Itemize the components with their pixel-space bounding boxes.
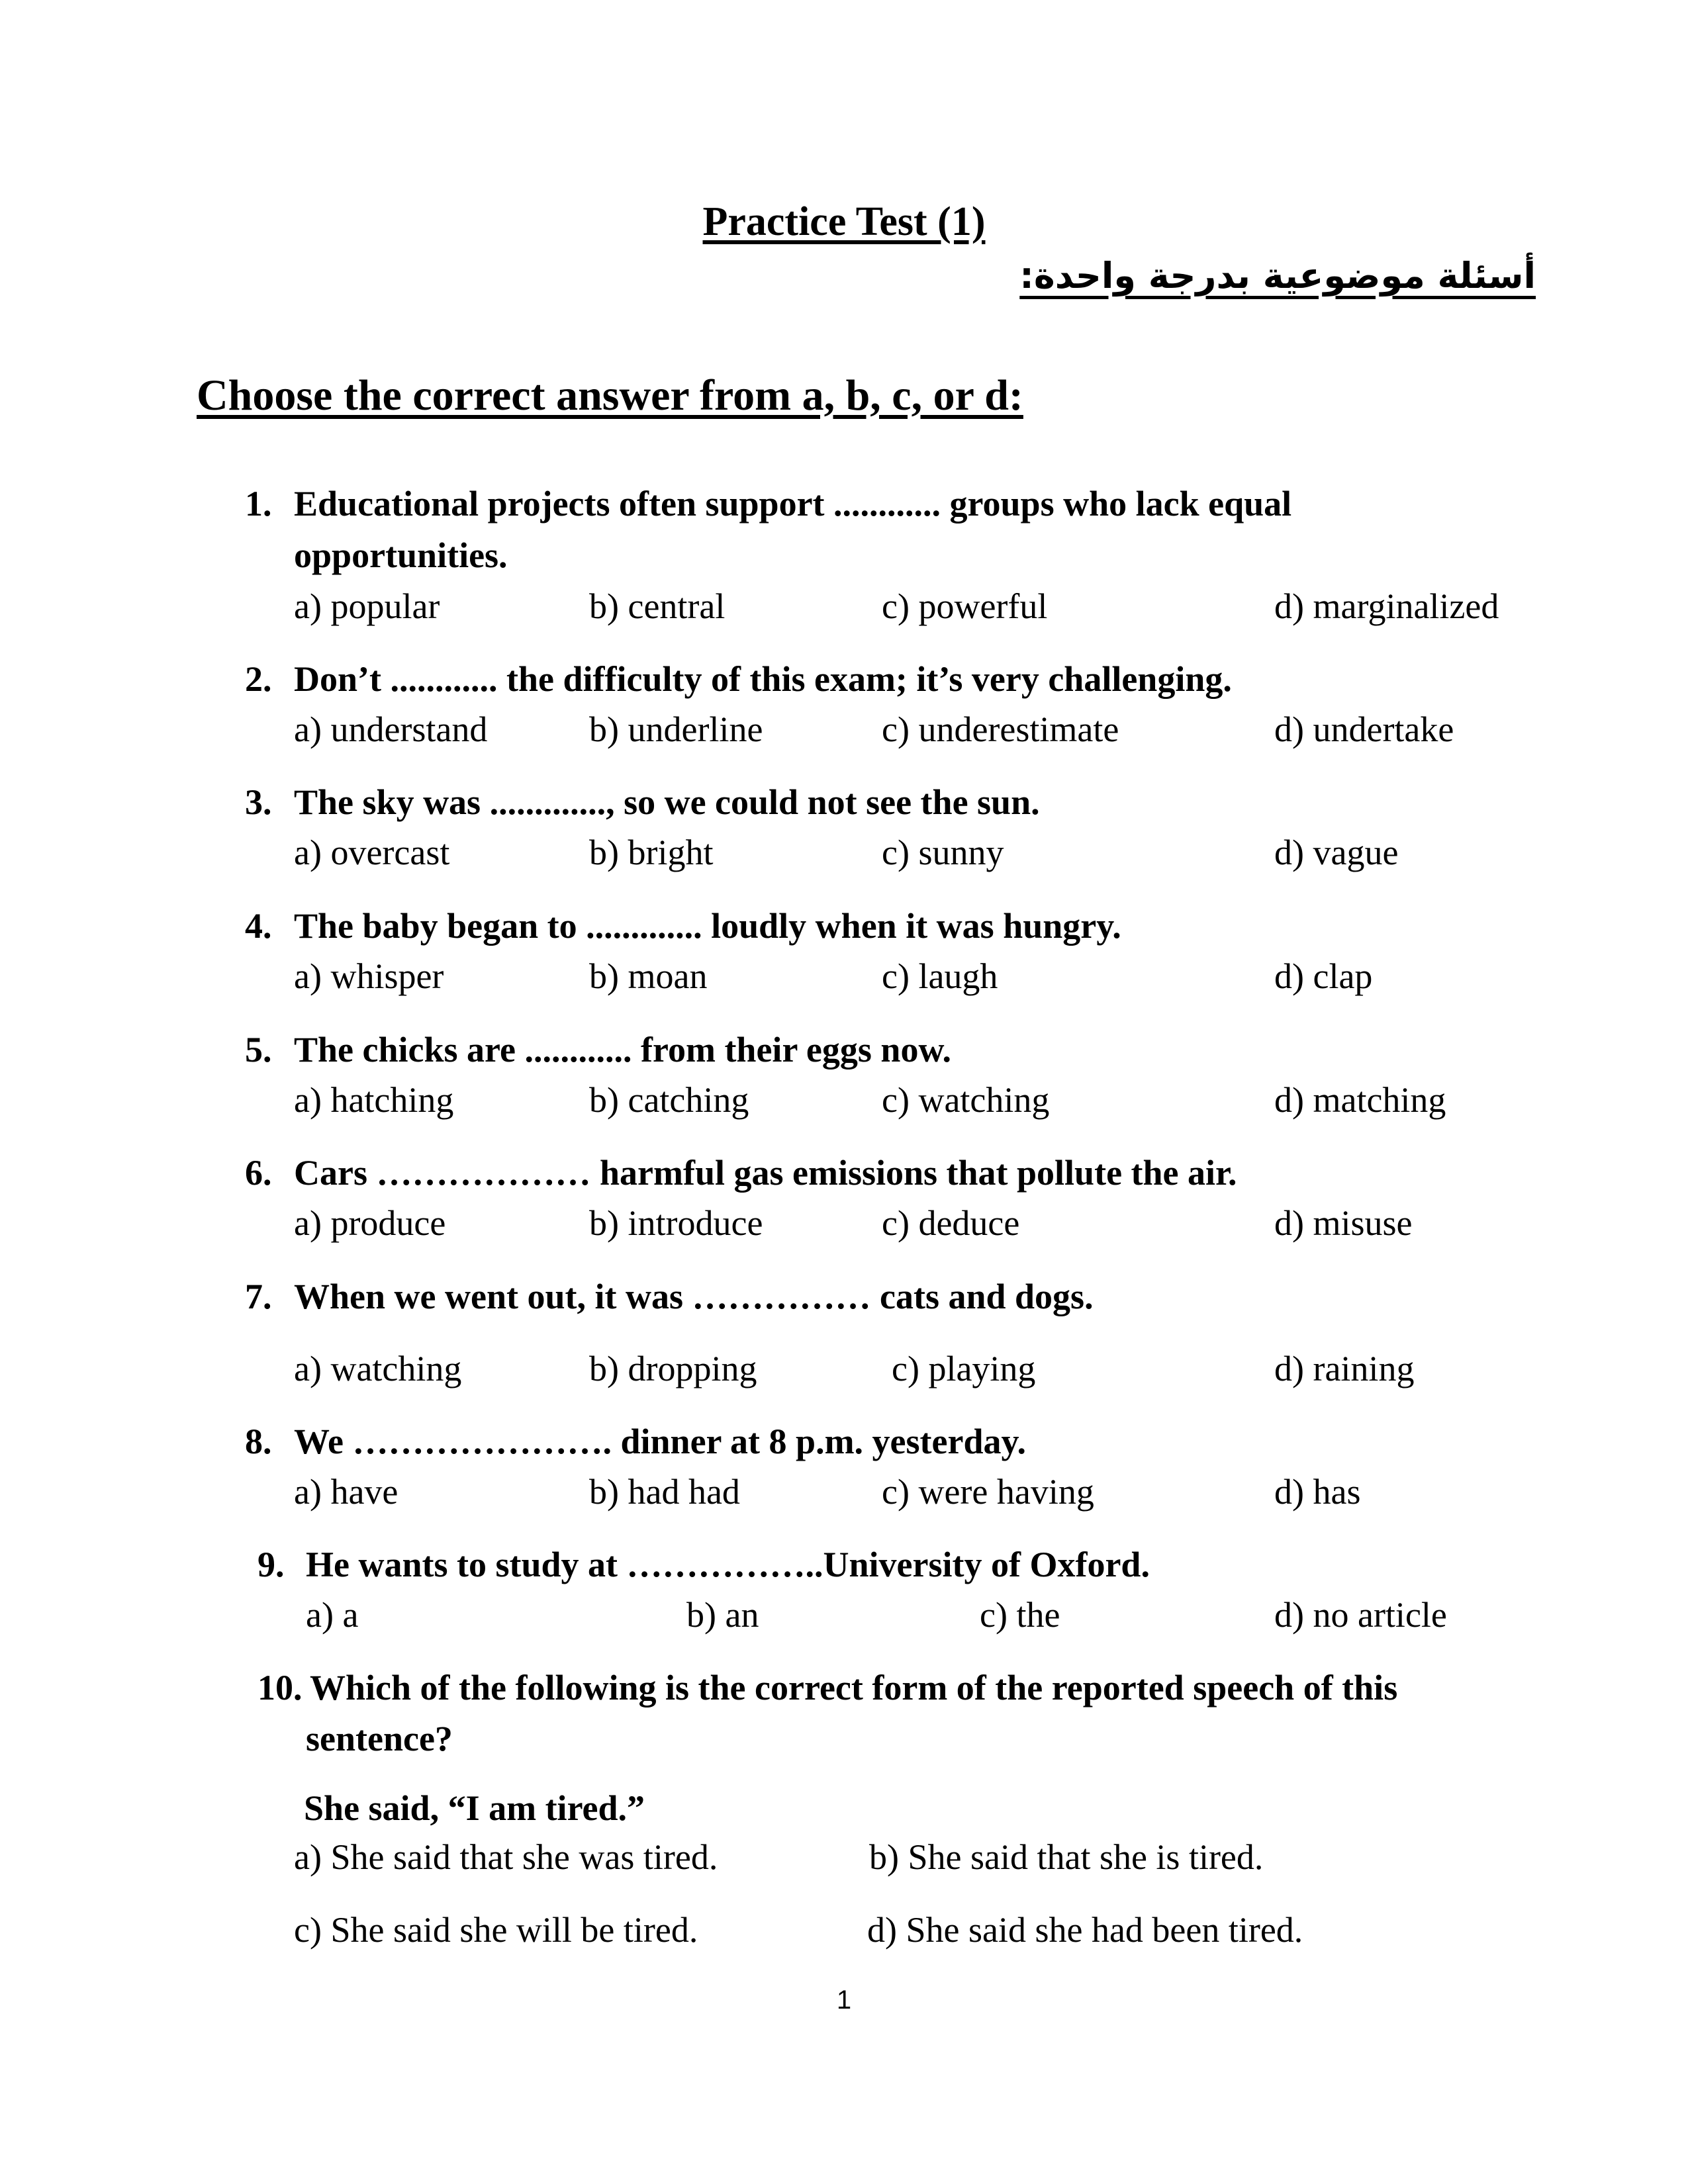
option-a[interactable]: a) a [306, 1595, 359, 1635]
option-a[interactable]: a) produce [294, 1203, 446, 1243]
option-a[interactable]: a) She said that she was tired. [294, 1837, 718, 1877]
option-c[interactable]: c) playing [892, 1349, 1036, 1388]
option-c[interactable]: c) the [980, 1595, 1060, 1635]
option-a[interactable]: a) hatching [294, 1080, 454, 1120]
option-c[interactable]: c) powerful [882, 586, 1048, 626]
option-b[interactable]: b) She said that she is tired. [869, 1837, 1264, 1877]
option-a[interactable]: a) whisper [294, 956, 444, 996]
option-c[interactable]: c) She said she will be tired. [294, 1910, 698, 1950]
question-number: 10. [258, 1668, 303, 1707]
question-number: 9. [258, 1545, 285, 1584]
option-c[interactable]: c) deduce [882, 1203, 1020, 1243]
option-b[interactable]: b) central [589, 586, 726, 626]
question-text: Educational projects often support ............ groups who lack equal [294, 484, 1292, 523]
option-d[interactable]: d) undertake [1274, 709, 1454, 749]
option-d[interactable]: d) raining [1274, 1349, 1415, 1388]
question-text: Don’t ............ the difficulty of this exam; it’s very challenging. [294, 659, 1232, 699]
arabic-heading: أسئلة موضوعية بدرجة واحدة: [1019, 255, 1536, 296]
option-b[interactable]: b) bright [589, 833, 714, 872]
question-text-continued: sentence? [306, 1719, 453, 1758]
option-a[interactable]: a) popular [294, 586, 440, 626]
option-c[interactable]: c) sunny [882, 833, 1004, 872]
question-number: 6. [245, 1153, 272, 1193]
option-d[interactable]: d) clap [1274, 956, 1373, 996]
question-text: The chicks are ............ from their eggs now. [294, 1030, 951, 1069]
option-c[interactable]: c) watching [882, 1080, 1050, 1120]
option-d[interactable]: d) has [1274, 1472, 1361, 1512]
option-a[interactable]: a) understand [294, 709, 488, 749]
question-text: The baby began to ............. loudly when it was hungry. [294, 906, 1121, 946]
option-d[interactable]: d) She said she had been tired. [867, 1910, 1303, 1950]
question-number: 3. [245, 782, 272, 822]
question-text: We …………………. dinner at 8 p.m. yesterday. [294, 1422, 1026, 1461]
option-b[interactable]: b) moan [589, 956, 708, 996]
option-d[interactable]: d) no article [1274, 1595, 1447, 1635]
option-b[interactable]: b) introduce [589, 1203, 763, 1243]
question-number: 5. [245, 1030, 272, 1069]
question-text: The sky was ............., so we could not see the sun. [294, 782, 1040, 822]
option-a[interactable]: a) have [294, 1472, 399, 1512]
option-b[interactable]: b) underline [589, 709, 763, 749]
question-text-continued: opportunities. [294, 535, 508, 575]
question-text: When we went out, it was …………… cats and dogs. [294, 1277, 1094, 1316]
option-b[interactable]: b) an [686, 1595, 759, 1635]
option-a[interactable]: a) overcast [294, 833, 450, 872]
quoted-sentence: She said, “I am tired.” [304, 1788, 645, 1828]
question-number: 7. [245, 1277, 272, 1316]
option-a[interactable]: a) watching [294, 1349, 462, 1388]
option-d[interactable]: d) misuse [1274, 1203, 1413, 1243]
question-number: 4. [245, 906, 272, 946]
question-text: Which of the following is the correct form of the reported speech of this [310, 1668, 1398, 1707]
instruction-heading: Choose the correct answer from a, b, c, or d: [197, 371, 1023, 420]
option-c[interactable]: c) were having [882, 1472, 1094, 1512]
question-text: Cars ……………… harmful gas emissions that pollute the air. [294, 1153, 1237, 1193]
question-number: 8. [245, 1422, 272, 1461]
option-d[interactable]: d) matching [1274, 1080, 1446, 1120]
question-number: 1. [245, 484, 272, 523]
option-c[interactable]: c) laugh [882, 956, 998, 996]
question-text: He wants to study at ……………..University of Oxford. [306, 1545, 1150, 1584]
option-b[interactable]: b) dropping [589, 1349, 757, 1388]
page-number: 1 [836, 1985, 852, 2015]
question-number: 2. [245, 659, 272, 699]
option-b[interactable]: b) had had [589, 1472, 740, 1512]
option-d[interactable]: d) marginalized [1274, 586, 1499, 626]
option-c[interactable]: c) underestimate [882, 709, 1119, 749]
page-title: Practice Test (1) [702, 199, 986, 244]
option-d[interactable]: d) vague [1274, 833, 1399, 872]
option-b[interactable]: b) catching [589, 1080, 749, 1120]
